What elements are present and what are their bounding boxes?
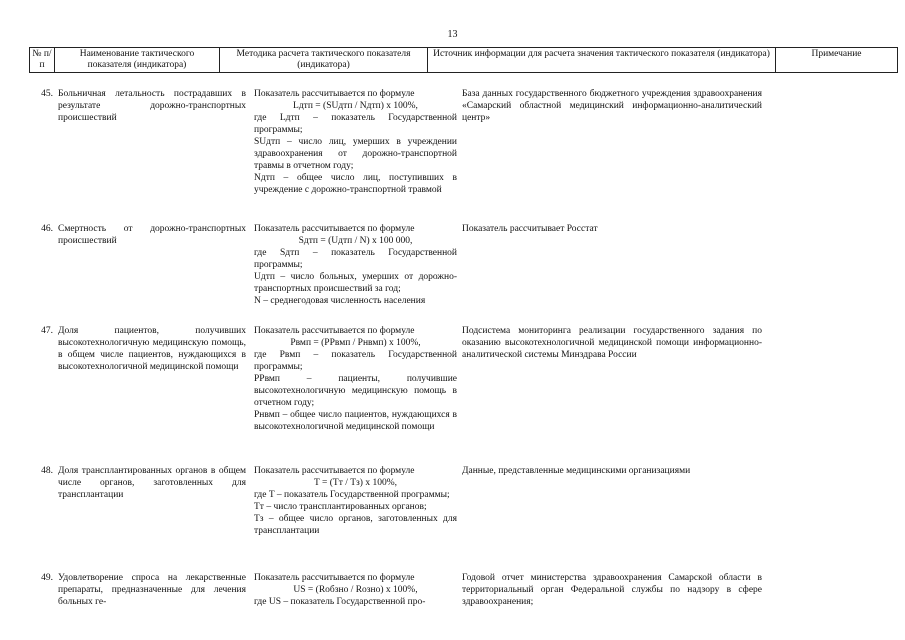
formula: T = (Tт / Tз) х 100%, [313,478,397,488]
source-cell: Показатель рассчитывает Росстат [462,224,598,234]
indicator-name: Доля трансплантированных органов в общем числе органов, заготовленных для трансплантации [58,466,246,500]
method-line: SUдтп – число лиц, умерших в учреждении здравоохранения от дорожно-транспортной травмы в отчетном году; [254,137,457,171]
method-line: Nдтп – общее число лиц, поступивших в учреждение с дорожно-транспортной травмой [254,173,457,195]
indicator-name: Удовлетворение спроса на лекарственные препараты, предназначенные для лечения больных ге- [58,573,246,607]
source-cell: Подсистема мониторинга реализации государственного задания по оказанию высокотехнологичной медицинской помощи информационно-аналитической системы Минздрава России [462,326,762,360]
method-intro: Показатель рассчитывается по формуле [254,466,415,476]
method-intro: Показатель рассчитывается по формуле [254,224,415,234]
method-cell [254,325,457,433]
row-number: 47. [41,326,53,336]
method-line: где Lдтп – показатель Государственной программы; [254,113,457,135]
method-line: Tт – число трансплантированных органов; [254,502,427,512]
header-note: Примечание [776,48,898,73]
formula: Lдтп = (SUдтп / Nдтп) х 100%, [293,101,418,111]
method-line: Pнвмп – общее число пациентов, нуждающихся в высокотехнологичной медицинской помощи [254,410,457,432]
header-name: Наименование тактического показателя (индикатора) [55,48,220,73]
row-number: 48. [41,466,53,476]
source-cell: Годовой отчет министерства здравоохранения Самарской области в территориальный орган Федеральной службы по надзору в сфере здравоохранения; [462,573,762,607]
indicator-name: Доля пациентов, получивших высокотехнологичную медицинскую помощь, в общем числе пациентов, нуждающихся в высокотехнологичной медицинской помощи [58,326,246,372]
row-number: 45. [41,89,53,99]
method-line: где Sдтп – показатель Государственной программы; [254,248,457,270]
method-line: где Pвмп – показатель Государственной программы; [254,350,457,372]
method-cell [254,88,457,196]
formula: Sдтп = (Uдтп / N) х 100 000, [298,236,413,246]
method-intro: Показатель рассчитывается по формуле [254,326,415,336]
method-line: где T – показатель Государственной программы; [254,490,450,500]
row-number: 46. [41,224,53,234]
header-method: Методика расчета тактического показателя (индикатора) [220,48,428,73]
formula: US = (Rобзно / Rозно) х 100%, [293,585,418,595]
method-cell [254,572,457,608]
method-line: где US – показатель Государственной про- [254,597,426,607]
formula: Pвмп = (PPвмп / Pнвмп) х 100%, [290,338,421,348]
method-intro: Показатель рассчитывается по формуле [254,573,415,583]
method-line: Uдтп – число больных, умерших от дорожно-транспортных происшествий за год; [254,272,457,294]
row-number: 49. [41,573,53,583]
indicator-name: Больничная летальность пострадавших в результате дорожно-транспортных происшествий [58,89,246,123]
method-line: Tз – общее число органов, заготовленных для трансплантации [254,514,457,536]
method-line: PPвмп – пациенты, получившие высокотехнологичную медицинскую помощь в отчетном году; [254,374,457,408]
source-cell: База данных государственного бюджетного учреждения здравоохранения «Самарский областной медицинский информационно-аналитический центр» [462,89,762,123]
indicator-name: Смертность от дорожно-транспортных происшествий [58,224,246,246]
method-intro: Показатель рассчитывается по формуле [254,89,415,99]
method-cell [254,223,457,307]
source-cell: Данные, представленные медицинскими организациями [462,466,691,476]
page-number: 13 [447,29,458,40]
table-header [29,47,898,73]
header-num: № п/п [30,48,55,73]
header-source: Источник информации для расчета значения тактического показателя (индикатора) [428,48,776,73]
method-cell [254,465,457,537]
method-line: N – среднегодовая численность населения [254,296,426,306]
